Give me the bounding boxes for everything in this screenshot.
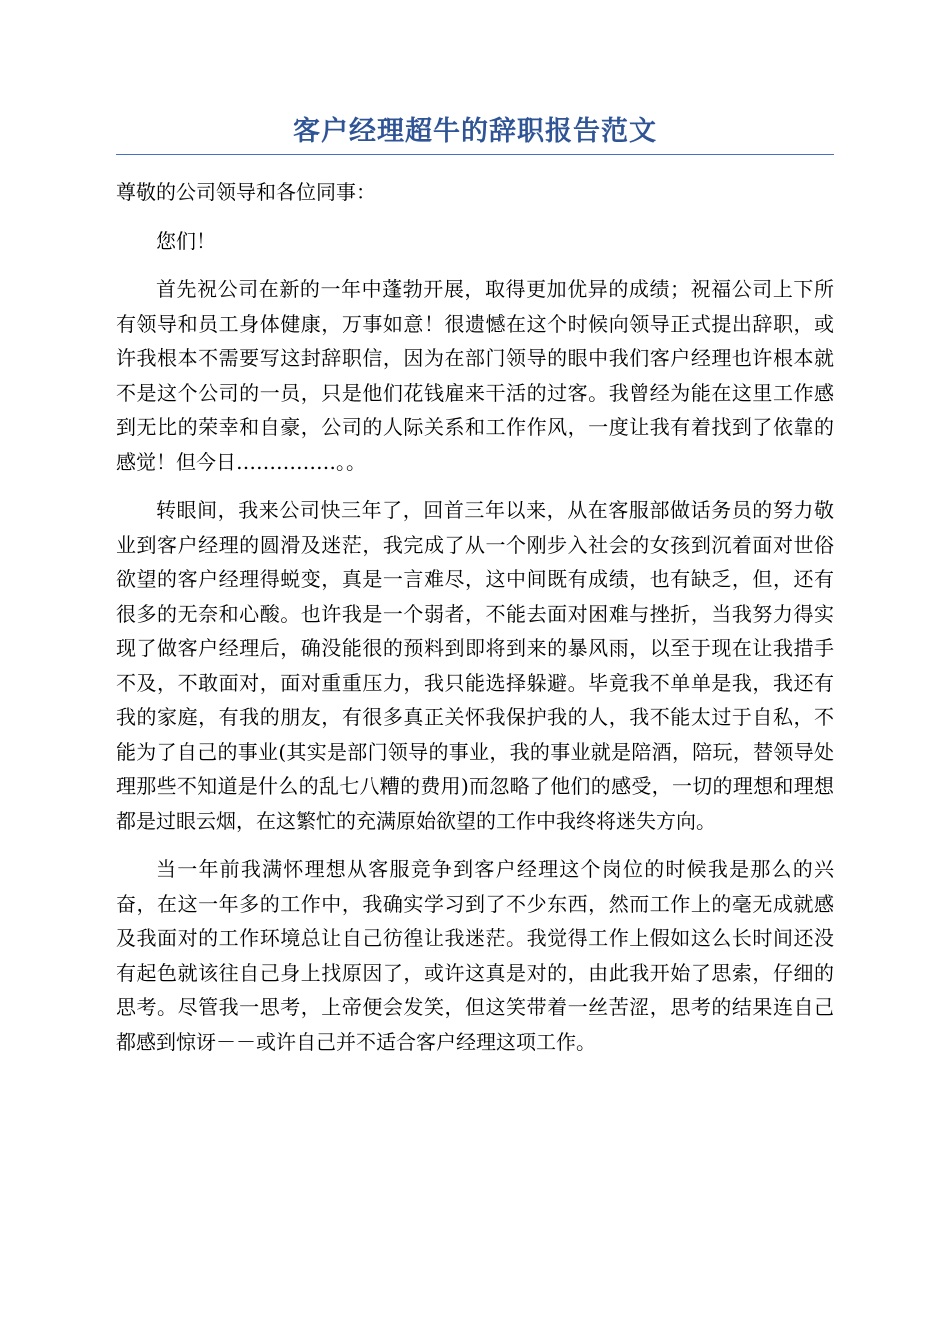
salutation: 尊敬的公司领导和各位同事： xyxy=(116,180,376,204)
paragraph-reason: 当一年前我满怀理想从客服竞争到客户经理这个岗位的时候我是那么的兴奋，在这一年多的工作中，我确实学习到了不少东西，然而工作上的毫无成就感及我面对的工作环境总让自己彷徨让我迷茫。我觉得工作上假如这么长时间还没有起色就该往自己身上找原因了，或许这真是对的，由此我开始了思索，仔细的思考。尽管我一思考，上帝便会发笑，但这笑带着一丝苦涩，思考的结果连自己都感到惊讶－－或许自己并不适合客户经理这项工作。 xyxy=(116,857,834,1054)
paragraph-reflection: 转眼间，我来公司快三年了，回首三年以来，从在客服部做话务员的努力敬业到客户经理的圆滑及迷茫，我完成了从一个刚步入社会的女孩到沉着面对世俗欲望的客户经理得蜕变，真是一言难尽，这中间既有成绩，也有缺乏，但，还有很多的无奈和心酸。也许我是一个弱者，不能去面对困难与挫折，当我努力得实现了做客户经理后，确没能很的预料到即将到来的暴风雨，以至于现在让我措手不及，不敢面对，面对重重压力，我只能选择躲避。毕竟我不单单是我，我还有我的家庭，有我的朋友，有很多真正关怀我保护我的人，我不能太过于自私，不能为了自己的事业(其实是部门领导的事业，我的事业就是陪酒，陪玩，替领导处理那些不知道是什么的乱七八糟的费用)而忽略了他们的感受，一切的理想和理想都是过眼云烟，在这繁忙的充满原始欲望的工作中我终将迷失方向。 xyxy=(116,498,834,833)
paragraph-opening: 首先祝公司在新的一年中蓬勃开展，取得更加优异的成绩；祝福公司上下所有领导和员工身体健康，万事如意！很遗憾在这个时候向领导正式提出辞职，或许我根本不需要写这封辞职信，因为在部门领导的眼中我们客户经理也许根本就不是这个公司的一员，只是他们花钱雇来干活的过客。我曾经为能在这里工作感到无比的荣幸和自豪，公司的人际关系和工作作风，一度让我有着找到了依靠的感觉！但今日……………。。 xyxy=(116,277,834,474)
document-title: 客户经理超牛的辞职报告范文 xyxy=(116,112,834,155)
document-body xyxy=(116,175,834,1059)
paragraph-greeting: 您们！ xyxy=(156,228,216,253)
document-page xyxy=(116,112,834,1073)
